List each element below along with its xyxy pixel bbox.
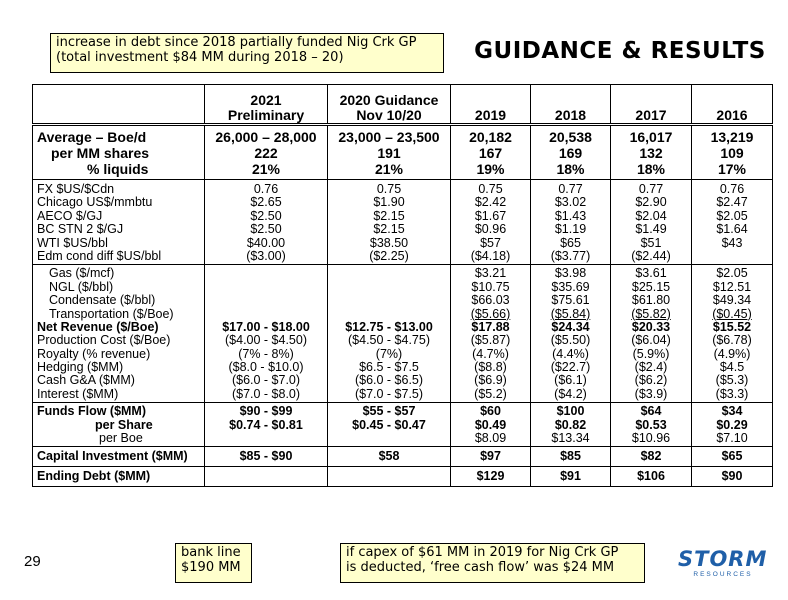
production-2016: 13,219 109 17%	[692, 125, 773, 180]
production-2017: 16,017 132 18%	[611, 125, 692, 180]
page-title: GUIDANCE & RESULTS	[474, 38, 766, 64]
capex-2016: $65	[692, 447, 773, 467]
production-2019: 20,182 167 19%	[451, 125, 531, 180]
funds-flow-2019: $60 $0.49 $8.09	[451, 403, 531, 447]
revenue-2021: $17.00 - $18.00 ($4.00 - $4.50) (7% - 8%) ($8.0 - $10.0) ($6.0 - $7.0) ($7.0 - $8.0)	[205, 265, 328, 403]
capex-label: Capital Investment ($MM)	[33, 447, 205, 467]
revenue-2019: $3.21 $10.75 $66.03 ($5.66) $17.88 ($5.87) (4.7%) ($8.8) ($6.9) ($5.2)	[451, 265, 531, 403]
guidance-table	[32, 84, 773, 487]
debt-row	[33, 467, 773, 487]
revenue-2018: $3.98 $35.69 $75.61 ($5.84) $24.34 ($5.50) (4.4%) ($22.7) ($6.1) ($4.2)	[531, 265, 611, 403]
revenue-labels: Gas ($/mcf) NGL ($/bbl) Condensate ($/bbl) Transportation ($/Boe) Net Revenue ($/Boe) Production Cost ($/Boe) Royalty (% revenue) Hedging ($MM) Cash G&A ($MM) Interest ($MM)	[33, 265, 205, 403]
revenue-2017: $3.61 $25.15 $61.80 ($5.82) $20.33 ($6.04) (5.9%) ($2.4) ($6.2) ($3.9)	[611, 265, 692, 403]
header-2018: 2018	[531, 85, 611, 125]
page-number: 29	[24, 553, 41, 570]
production-labels: Average – Boe/d per MM shares % liquids	[33, 125, 205, 180]
header-2021: 2021 Preliminary	[205, 85, 328, 125]
capex-2020: $58	[328, 447, 451, 467]
revenue-section	[33, 265, 773, 403]
production-2020: 23,000 – 23,500 191 21%	[328, 125, 451, 180]
funds-flow-2016: $34 $0.29 $7.10	[692, 403, 773, 447]
debt-2020	[328, 467, 451, 487]
capex-2018: $85	[531, 447, 611, 467]
pricing-2021: 0.76 $2.65 $2.50 $2.50 $40.00 ($3.00)	[205, 180, 328, 265]
header-2020: 2020 Guidance Nov 10/20	[328, 85, 451, 125]
revenue-2020: $12.75 - $13.00 ($4.50 - $4.75) (7%) $6.5 - $7.5 ($6.0 - $6.5) ($7.0 - $7.5)	[328, 265, 451, 403]
production-section	[33, 125, 773, 180]
pricing-2017: 0.77 $2.90 $2.04 $1.49 $51 ($2.44)	[611, 180, 692, 265]
storm-logo	[678, 548, 768, 588]
capex-2019: $97	[451, 447, 531, 467]
pricing-2020: 0.75 $1.90 $2.15 $2.15 $38.50 ($2.25)	[328, 180, 451, 265]
revenue-2016: $2.05 $12.51 $49.34 ($0.45) $15.52 ($6.78) (4.9%) $4.5 ($5.3) ($3.3)	[692, 265, 773, 403]
debt-note-line-2: (total investment $84 MM during 2018 – 20)	[56, 50, 344, 65]
debt-note-line-1: increase in debt since 2018 partially funded Nig Crk GP	[56, 35, 417, 50]
funds-flow-2021: $90 - $99 $0.74 - $0.81	[205, 403, 328, 447]
debt-2016: $90	[692, 467, 773, 487]
funds-flow-labels: Funds Flow ($MM) per Share per Boe	[33, 403, 205, 447]
bank-line-note-line-1: bank line	[181, 545, 241, 560]
logo-word: STORM	[678, 547, 768, 571]
debt-2017: $106	[611, 467, 692, 487]
header-2017: 2017	[611, 85, 692, 125]
header-blank	[33, 85, 205, 125]
production-2021: 26,000 – 28,000 222 21%	[205, 125, 328, 180]
header-2019: 2019	[451, 85, 531, 125]
header-row	[33, 85, 773, 125]
capex-row	[33, 447, 773, 467]
header-2016: 2016	[692, 85, 773, 125]
funds-flow-2017: $64 $0.53 $10.96	[611, 403, 692, 447]
debt-2018: $91	[531, 467, 611, 487]
capex-2021: $85 - $90	[205, 447, 328, 467]
pricing-2019: 0.75 $2.42 $1.67 $0.96 $57 ($4.18)	[451, 180, 531, 265]
debt-label: Ending Debt ($MM)	[33, 467, 205, 487]
funds-flow-section	[33, 403, 773, 447]
pricing-section	[33, 180, 773, 265]
free-cash-flow-note-line-2: is deducted, ‘free cash flow’ was $24 MM	[346, 560, 615, 575]
free-cash-flow-note-line-1: if capex of $61 MM in 2019 for Nig Crk GP	[346, 545, 619, 560]
funds-flow-2018: $100 $0.82 $13.34	[531, 403, 611, 447]
bank-line-note-line-2: $190 MM	[181, 560, 241, 575]
capex-2017: $82	[611, 447, 692, 467]
pricing-2016: 0.76 $2.47 $2.05 $1.64 $43	[692, 180, 773, 265]
debt-2019: $129	[451, 467, 531, 487]
production-2018: 20,538 169 18%	[531, 125, 611, 180]
pricing-2018: 0.77 $3.02 $1.43 $1.19 $65 ($3.77)	[531, 180, 611, 265]
free-cash-flow-note	[340, 543, 645, 583]
logo-subtitle: RESOURCES	[693, 571, 753, 578]
bank-line-note	[175, 543, 252, 583]
pricing-labels: FX $US/$Cdn Chicago US$/mmbtu AECO $/GJ BC STN 2 $/GJ WTI $US/bbl Edm cond diff $US/bbl	[33, 180, 205, 265]
debt-note	[50, 33, 444, 73]
funds-flow-2020: $55 - $57 $0.45 - $0.47	[328, 403, 451, 447]
debt-2021	[205, 467, 328, 487]
